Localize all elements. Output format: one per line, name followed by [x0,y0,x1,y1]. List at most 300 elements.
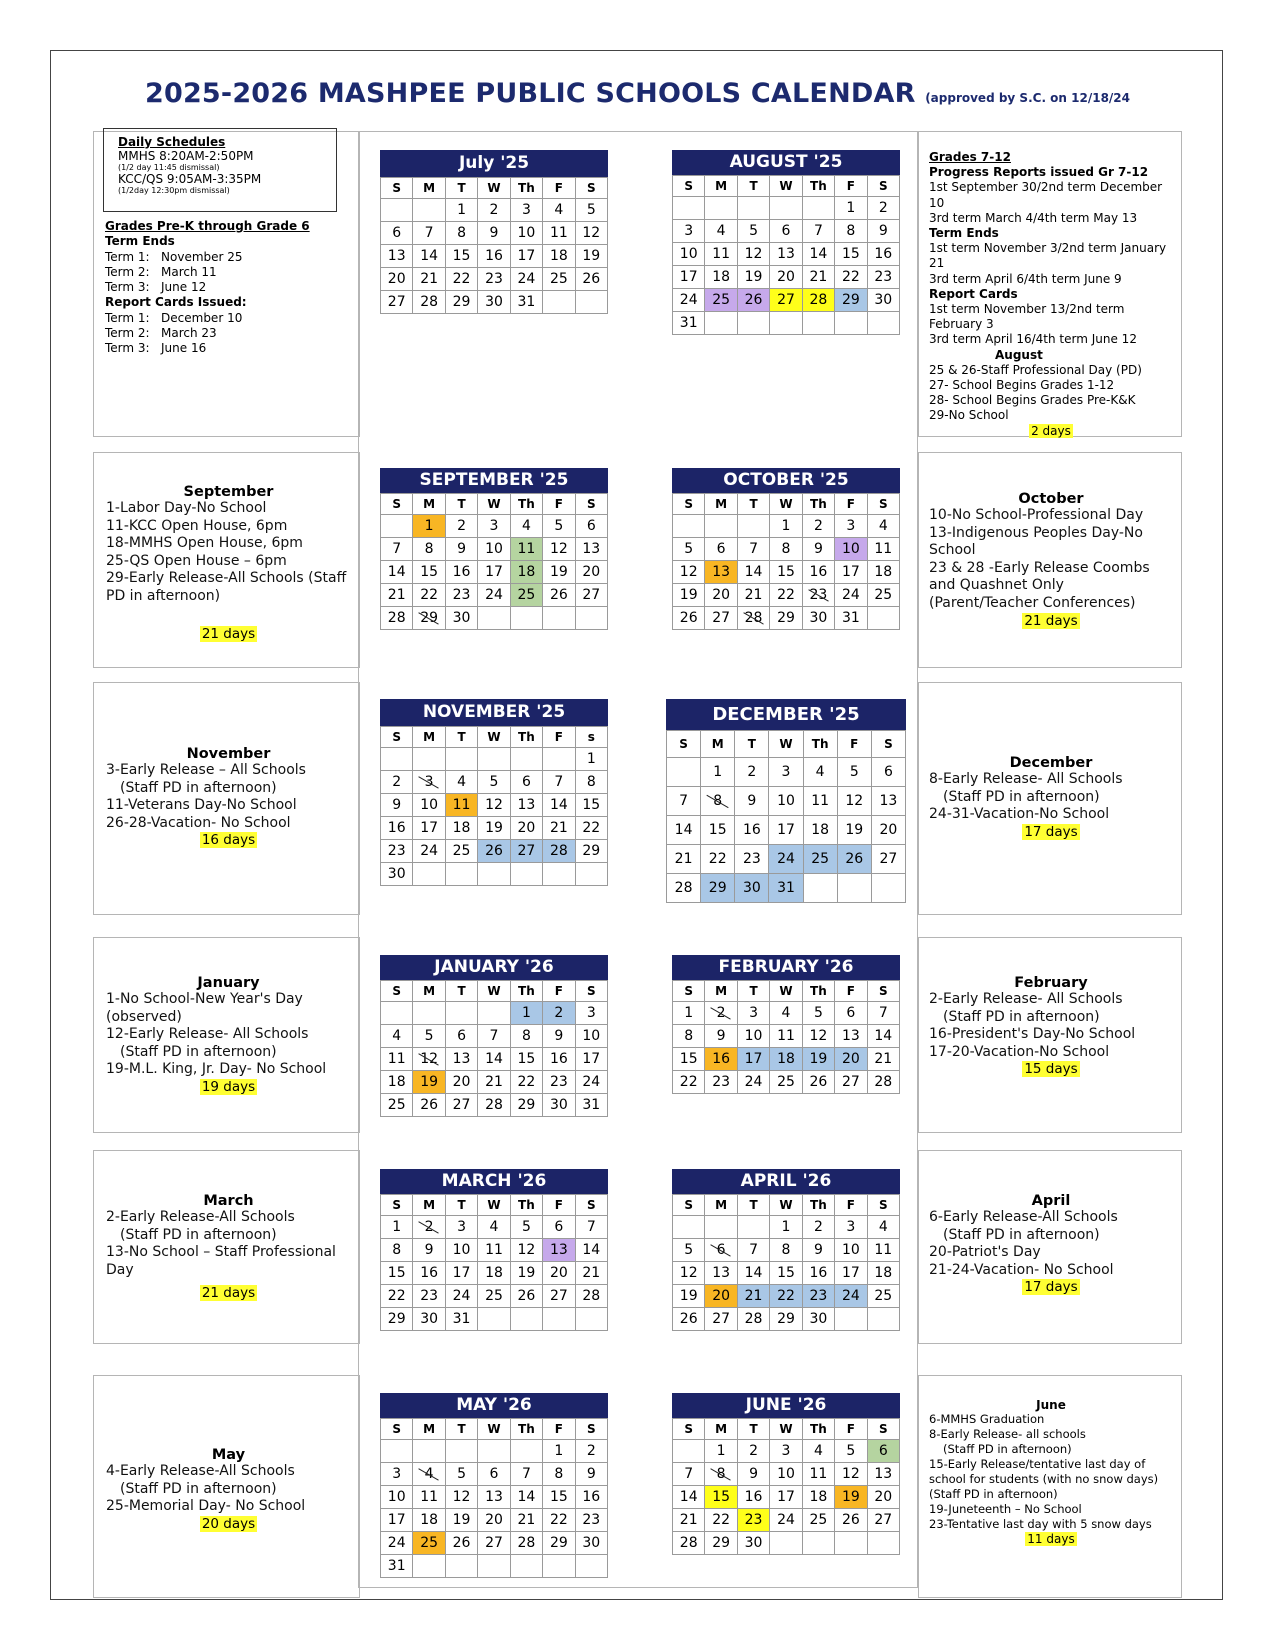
calendar-day: 1 [770,515,802,538]
calendar-empty-cell [446,1555,478,1578]
august-item: 25 & 26-Staff Professional Day (PD) [929,362,1142,377]
calendar-empty-cell [803,197,835,220]
day-of-week-header: F [543,178,575,199]
calendar-day: 8 [770,538,802,561]
calendar-day: 2 [543,1002,575,1025]
calendar-empty-cell [705,197,737,220]
calendar-day: 21 [381,584,413,607]
calendar-day: 21 [478,1071,510,1094]
calendar-day: 12 [576,222,608,245]
calendar-day: 5 [543,515,575,538]
month-grid [672,1418,900,1555]
day-of-week-header: Th [803,494,835,515]
calendar-day: 26 [673,1308,705,1331]
calendar-day: 28 [868,1071,900,1094]
calendar-day: 9 [478,222,510,245]
calendar-day: 11 [868,538,900,561]
term-end: Term 1: November 25 [105,249,243,264]
note-item: 11-Veterans Day-No School [106,797,297,814]
calendar-day: 1 [511,1002,543,1025]
report-card: Term 1: December 10 [105,310,243,325]
calendar-day: 17 [413,817,445,840]
calendar-day: 3 [446,1216,478,1239]
calendar-day: 5 [413,1025,445,1048]
grades-prek6-info [105,219,355,357]
calendar-day: 19 [413,1071,445,1094]
calendar-day: 4 [705,220,737,243]
day-of-week-header: F [835,981,867,1002]
calendar-day: 10 [478,538,510,561]
calendar-day: 29 [381,1308,413,1331]
calendar-empty-cell [838,874,872,903]
calendar-day: 22 [576,817,608,840]
calendar-day: 26 [478,840,510,863]
calendar-day: 15 [413,561,445,584]
day-of-week-header: W [478,1195,510,1216]
calendar-empty-cell [413,1002,445,1025]
calendar-day: 16 [803,1262,835,1285]
day-of-week-header: S [381,1419,413,1440]
month-header: JUNE '26 [672,1393,900,1418]
calendar-day: 24 [738,1071,770,1094]
calendar-empty-cell [705,312,737,335]
calendar-day: 16 [576,1486,608,1509]
note-item: 11-KCC Open House, 6pm [106,517,288,534]
day-of-week-header: Th [803,981,835,1002]
calendar-day: 20 [872,816,906,845]
calendar-day: 18 [511,561,543,584]
calendar-day: 19 [673,1285,705,1308]
note-item: 19-M.L. King, Jr. Day- No School [106,1061,327,1078]
calendar-day: 14 [413,245,445,268]
calendar-day: 15 [381,1262,413,1285]
calendar-empty-cell [673,515,705,538]
calendar-day: 11 [446,794,478,817]
day-of-week-header: T [735,731,769,758]
calendar-day: 9 [868,220,900,243]
calendar-empty-cell [543,607,575,630]
calendar-day: 4 [803,1440,835,1463]
calendar-day: 8 [381,1239,413,1262]
note-item: 2-Early Release-All Schools [106,1209,295,1225]
calendar-empty-cell [738,312,770,335]
calendar-day: 19 [738,266,770,289]
calendar-empty-cell [413,863,445,886]
calendar-day: 30 [446,607,478,630]
day-of-week-header: F [543,727,575,748]
month-grid [380,177,608,314]
note-item: (Parent/Teacher Conferences) [929,594,1136,611]
calendar-day: 16 [446,561,478,584]
mmhs-schedule: MMHS 8:20AM-2:50PM [118,149,254,163]
month-note-title: March [203,1193,254,1209]
calendar-empty-cell [705,1216,737,1239]
calendar-day: 7 [511,1463,543,1486]
calendar-day: 21 [413,268,445,291]
day-of-week-header: F [838,731,872,758]
calendar-empty-cell [381,1002,413,1025]
calendar-day: 23 [803,1285,835,1308]
day-of-week-header: T [738,494,770,515]
calendar-day: 7 [738,538,770,561]
calendar-empty-cell [511,863,543,886]
calendar-day: 29 [446,291,478,314]
term-ends-line: 1st term November 3/2nd term January 21 [929,241,1167,271]
notes-june [918,1375,1182,1598]
calendar-day: 23 [735,845,769,874]
calendar-day: 5 [478,771,510,794]
note-item: 25-QS Open House – 6pm [106,552,287,569]
calendar-day: 30 [576,1532,608,1555]
calendar-day: 25 [543,268,575,291]
calendar-day: 12 [446,1486,478,1509]
calendar-day: 6 [872,758,906,787]
progress-line: 1st September 30/2nd term December 10 [929,180,1163,210]
month-header: JANUARY '26 [380,955,608,980]
calendar-day: 18 [868,1262,900,1285]
calendar-day: 16 [803,561,835,584]
month-calendar-january [380,955,608,1117]
day-of-week-header: Th [511,1195,543,1216]
calendar-empty-cell [576,863,608,886]
calendar-day: 21 [576,1262,608,1285]
month-header: NOVEMBER '25 [380,699,608,726]
calendar-day: 13 [868,1463,900,1486]
calendar-empty-cell [673,1216,705,1239]
note-item: 26-28-Vacation- No School [106,814,291,831]
calendar-day: 25 [478,1285,510,1308]
day-of-week-header: T [446,981,478,1002]
calendar-day: 28 [803,289,835,312]
month-header: FEBRUARY '26 [672,955,900,980]
note-item: (Staff PD in afternoon) [929,1487,1058,1501]
calendar-empty-cell [511,607,543,630]
calendar-day: 4 [770,1002,802,1025]
calendar-day: 29 [543,1532,575,1555]
day-of-week-header: S [381,727,413,748]
calendar-day: 3 [770,1440,802,1463]
calendar-day: 16 [413,1262,445,1285]
calendar-day: 26 [446,1532,478,1555]
calendar-day: 22 [381,1285,413,1308]
calendar-day: 15 [673,1048,705,1071]
calendar-day: 4 [804,758,838,787]
note-item: 12-Early Release- All Schools [106,1026,309,1043]
day-of-week-header: W [478,1419,510,1440]
calendar-empty-cell [576,607,608,630]
calendar-day: 19 [446,1509,478,1532]
calendar-day: 30 [543,1094,575,1117]
august-item: 27- School Begins Grades 1-12 [929,378,1115,393]
month-header: MAY '26 [380,1393,608,1418]
august-item: 28- School Begins Grades Pre-K&K [929,393,1136,408]
progress-line: 3rd term March 4/4th term May 13 [929,210,1138,225]
calendar-day: 30 [803,1308,835,1331]
calendar-day: 23 [803,584,835,607]
day-of-week-header: S [872,731,906,758]
calendar-day: 12 [511,1239,543,1262]
calendar-day: 27 [543,1285,575,1308]
calendar-day: 16 [738,1486,770,1509]
calendar-day: 26 [803,1071,835,1094]
note-item: 17-20-Vacation-No School [929,1043,1110,1060]
day-of-week-header: M [413,1419,445,1440]
calendar-day: 14 [738,561,770,584]
school-days-count: 17 days [1024,1279,1078,1296]
calendar-empty-cell [478,863,510,886]
notes-september [93,452,360,668]
calendar-day: 9 [738,1463,770,1486]
august-item: 29-No School [929,408,1009,423]
month-calendar-february [672,955,900,1094]
calendar-day: 9 [735,787,769,816]
calendar-day: 17 [738,1048,770,1071]
calendar-day: 24 [673,289,705,312]
month-calendar-may [380,1393,608,1578]
calendar-day: 11 [478,1239,510,1262]
notes-october [918,452,1182,668]
calendar-day: 10 [835,538,867,561]
calendar-empty-cell [446,748,478,771]
calendar-day: 3 [478,515,510,538]
calendar-day: 11 [381,1048,413,1071]
day-of-week-header: M [705,1419,737,1440]
month-note-title: December [1009,755,1093,771]
calendar-day: 15 [770,1262,802,1285]
calendar-day: 12 [478,794,510,817]
calendar-day: 6 [705,1239,737,1262]
calendar-day: 12 [673,561,705,584]
day-of-week-header: F [835,176,867,197]
calendar-day: 20 [705,584,737,607]
day-of-week-header: W [770,1195,802,1216]
calendar-day: 17 [769,816,803,845]
calendar-day: 9 [413,1239,445,1262]
calendar-empty-cell [446,863,478,886]
day-of-week-header: T [738,176,770,197]
calendar-day: 15 [543,1486,575,1509]
calendar-day: 17 [478,561,510,584]
calendar-empty-cell [381,515,413,538]
term-ends-712-label: Term Ends [929,226,999,241]
calendar-day: 3 [835,515,867,538]
calendar-day: 10 [446,1239,478,1262]
calendar-day: 2 [413,1216,445,1239]
calendar-day: 22 [446,268,478,291]
month-header: AUGUST '25 [672,150,900,175]
calendar-day: 23 [705,1071,737,1094]
calendar-day: 27 [478,1532,510,1555]
day-of-week-header: S [381,494,413,515]
calendar-day: 16 [868,243,900,266]
school-days-count: 11 days [1027,1532,1075,1546]
calendar-day: 3 [769,758,803,787]
calendar-day: 14 [381,561,413,584]
calendar-empty-cell [803,1532,835,1555]
day-of-week-header: F [835,1419,867,1440]
calendar-day: 28 [511,1532,543,1555]
calendar-day: 2 [381,771,413,794]
calendar-day: 26 [576,268,608,291]
month-note-title: April [1031,1193,1071,1209]
calendar-day: 29 [511,1094,543,1117]
calendar-day: 18 [705,266,737,289]
calendar-day: 26 [511,1285,543,1308]
calendar-day: 31 [381,1555,413,1578]
calendar-day: 28 [667,874,701,903]
calendar-day: 8 [673,1025,705,1048]
calendar-empty-cell [835,1308,867,1331]
calendar-empty-cell [835,1532,867,1555]
day-of-week-header: Th [511,981,543,1002]
day-of-week-header: S [576,1419,608,1440]
calendar-empty-cell [835,312,867,335]
day-of-week-header: W [478,494,510,515]
calendar-day: 7 [738,1239,770,1262]
note-item: 2-Early Release- All Schools [929,991,1123,1007]
calendar-empty-cell [576,291,608,314]
month-grid [380,726,608,886]
calendar-day: 6 [478,1463,510,1486]
calendar-day: 18 [770,1048,802,1071]
calendar-day: 17 [511,245,543,268]
calendar-day: 31 [576,1094,608,1117]
month-note-title: February [1014,975,1088,991]
calendar-day: 25 [511,584,543,607]
calendar-day: 31 [835,607,867,630]
day-of-week-header: W [770,494,802,515]
month-grid [380,1194,608,1331]
day-of-week-header: W [478,981,510,1002]
month-grid [380,1418,608,1578]
calendar-day: 17 [835,1262,867,1285]
calendar-day: 24 [381,1532,413,1555]
calendar-day: 9 [803,1239,835,1262]
day-of-week-header: W [770,1419,802,1440]
calendar-empty-cell [511,1440,543,1463]
calendar-day: 19 [511,1262,543,1285]
calendar-day: 13 [770,243,802,266]
day-of-week-header: T [738,1419,770,1440]
calendar-day: 11 [511,538,543,561]
day-of-week-header: S [868,176,900,197]
calendar-day: 24 [835,584,867,607]
calendar-day: 10 [738,1025,770,1048]
calendar-day: 28 [738,1308,770,1331]
calendar-day: 20 [705,1285,737,1308]
calendar-day: 2 [803,1216,835,1239]
calendar-empty-cell [413,199,445,222]
calendar-day: 2 [735,758,769,787]
calendar-day: 23 [413,1285,445,1308]
calendar-day: 13 [835,1025,867,1048]
calendar-day: 4 [413,1463,445,1486]
day-of-week-header: Th [803,1195,835,1216]
calendar-day: 15 [835,243,867,266]
calendar-day: 15 [770,561,802,584]
day-of-week-header: S [576,1195,608,1216]
calendar-day: 10 [381,1486,413,1509]
day-of-week-header: F [835,1195,867,1216]
day-of-week-header: W [769,731,803,758]
calendar-empty-cell [478,748,510,771]
day-of-week-header: M [413,727,445,748]
calendar-day: 21 [868,1048,900,1071]
calendar-day: 5 [738,220,770,243]
calendar-day: 8 [576,771,608,794]
calendar-day: 5 [838,758,872,787]
calendar-day: 20 [868,1486,900,1509]
calendar-day: 11 [804,787,838,816]
day-of-week-header: S [381,178,413,199]
page-title [0,78,1275,109]
calendar-day: 27 [381,291,413,314]
calendar-day: 11 [705,243,737,266]
calendar-day: 22 [835,266,867,289]
calendar-day: 29 [835,289,867,312]
calendar-day: 19 [835,1486,867,1509]
report-cards-line: 3rd term April 16/4th term June 12 [929,332,1137,347]
notes-march [93,1150,360,1344]
day-of-week-header: T [738,1195,770,1216]
calendar-empty-cell [446,1002,478,1025]
calendar-day: 17 [835,561,867,584]
calendar-empty-cell [868,1308,900,1331]
calendar-day: 19 [673,584,705,607]
calendar-day: 20 [835,1048,867,1071]
note-item: 6-Early Release-All Schools [929,1209,1118,1225]
calendar-day: 17 [770,1486,802,1509]
calendar-day: 5 [673,1239,705,1262]
calendar-day: 8 [511,1025,543,1048]
day-of-week-header: F [543,1195,575,1216]
note-item: (Staff PD in afternoon) [120,1226,277,1243]
note-item: 6-MMHS Graduation [929,1412,1045,1426]
calendar-day: 6 [835,1002,867,1025]
calendar-day: 3 [381,1463,413,1486]
calendar-day: 18 [478,1262,510,1285]
month-header: MARCH '26 [380,1169,608,1194]
month-note-title: October [1018,491,1084,507]
calendar-day: 3 [413,771,445,794]
calendar-day: 17 [381,1509,413,1532]
day-of-week-header: W [770,176,802,197]
calendar-day: 18 [868,561,900,584]
calendar-day: 10 [769,787,803,816]
calendar-day: 21 [738,1285,770,1308]
month-calendar-october [672,468,900,630]
calendar-day: 6 [381,222,413,245]
calendar-day: 29 [705,1532,737,1555]
calendar-day: 5 [835,1440,867,1463]
calendar-day: 22 [705,1509,737,1532]
calendar-day: 13 [705,561,737,584]
note-item: 23-Tentative last day with 5 snow days [929,1517,1152,1531]
calendar-day: 7 [543,771,575,794]
calendar-day: 15 [701,816,735,845]
day-of-week-header: S [673,981,705,1002]
note-item: (Staff PD in afternoon) [120,1043,277,1060]
calendar-day: 9 [543,1025,575,1048]
calendar-day: 22 [673,1071,705,1094]
calendar-day: 21 [511,1509,543,1532]
calendar-day: 26 [543,584,575,607]
calendar-day: 9 [576,1463,608,1486]
calendar-day: 14 [511,1486,543,1509]
term-ends-label: Term Ends [105,234,175,249]
calendar-empty-cell [770,312,802,335]
report-cards-label: Report Cards Issued: [105,295,247,310]
